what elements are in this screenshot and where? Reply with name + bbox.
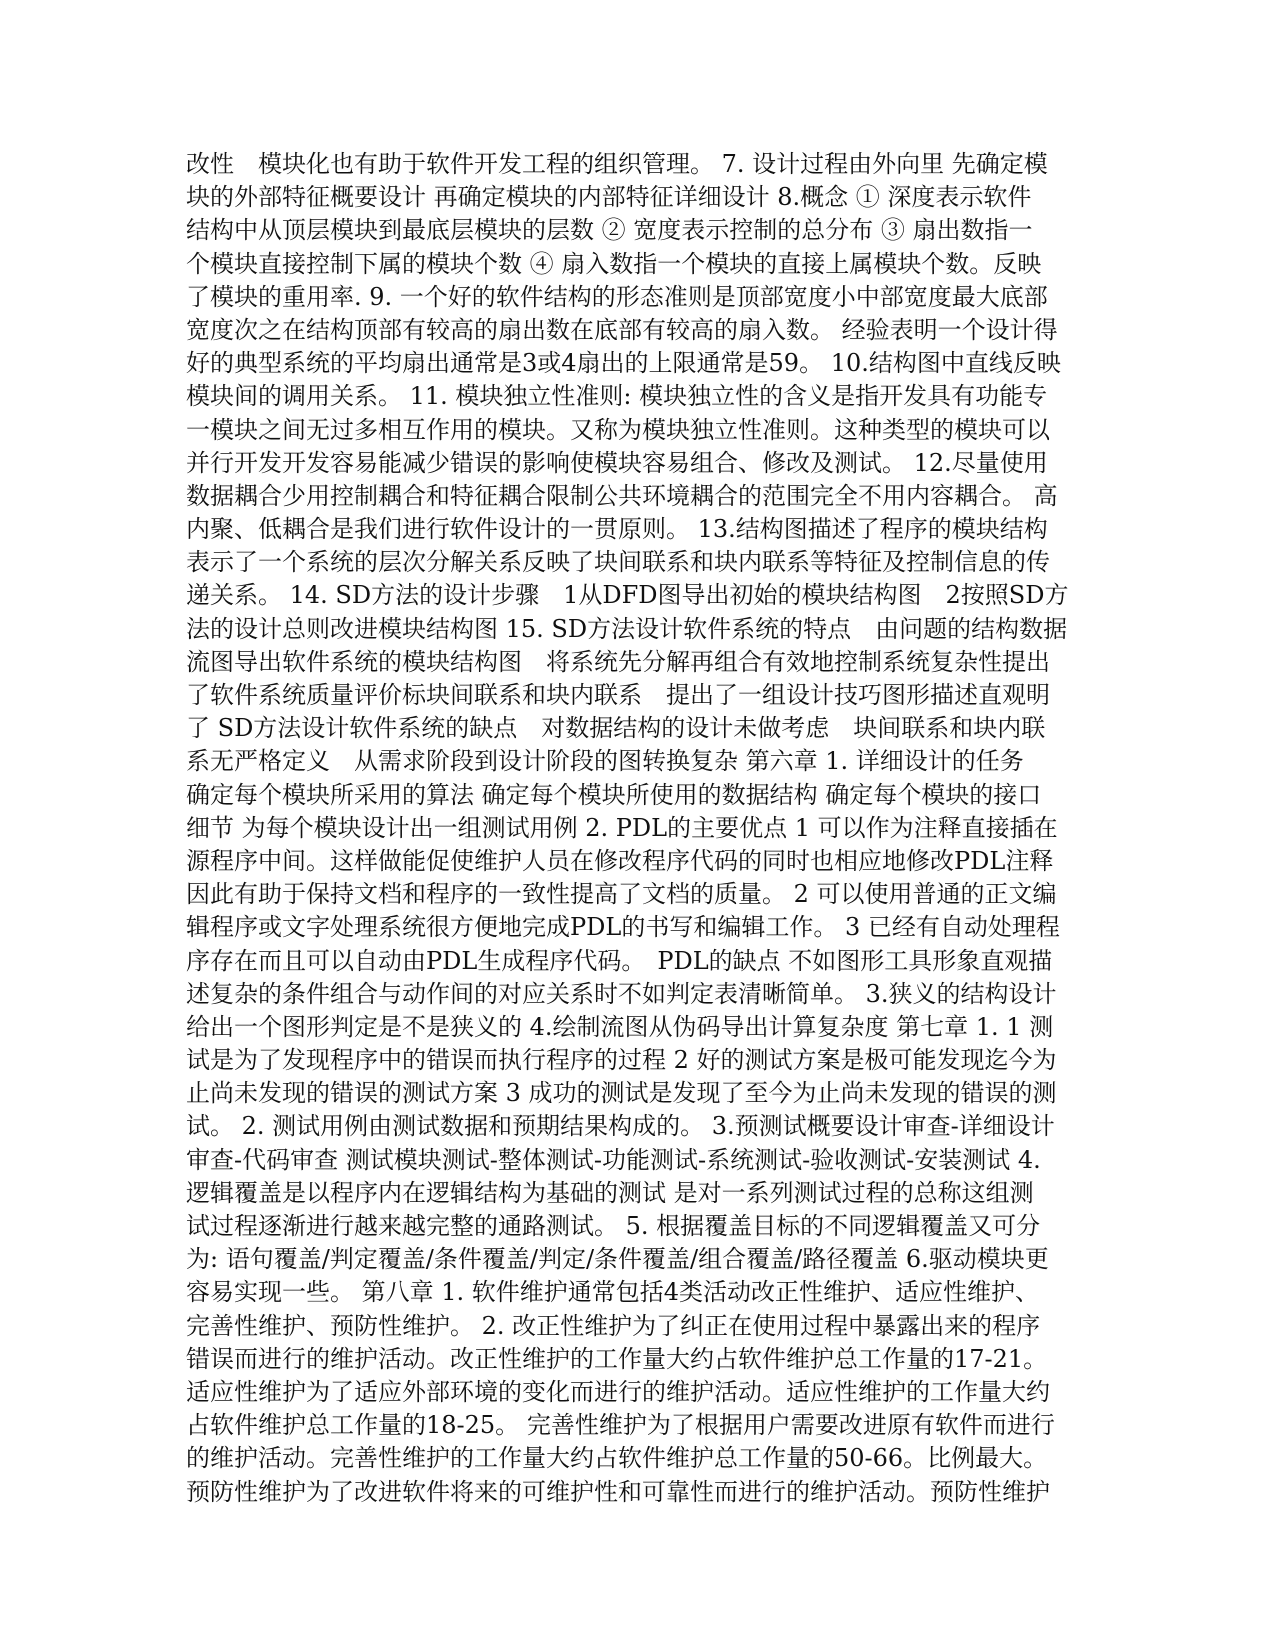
text-line: 表示了一个系统的层次分解关系反映了块间联系和块内联系等特征及控制信息的传 xyxy=(186,548,1050,577)
text-line: 系无严格定义 从需求阶段到设计阶段的图转换复杂 第六章 1. 详细设计的任务 xyxy=(186,747,1024,776)
text-line: 占软件维护总工作量的18-25。 完善性维护为了根据用户需要改进原有软件而进行 xyxy=(186,1411,1055,1440)
text-line: 确定每个模块所采用的算法 确定每个模块所使用的数据结构 确定每个模块的接口 xyxy=(186,780,1042,809)
text-line: 模块间的调用关系。 11. 模块独立性准则: 模块独立性的含义是指开发具有功能专 xyxy=(186,382,1048,411)
text-line: 试过程逐渐进行越来越完整的通路测试。 5. 根据覆盖目标的不同逻辑覆盖又可分 xyxy=(186,1212,1041,1240)
text-line: 试。 2. 测试用例由测试数据和预期结果构成的。 3.预测试概要设计审查-详细设计 xyxy=(186,1112,1055,1141)
text-line: 试是为了发现程序中的错误而执行程序的过程 2 好的测试方案是极可能发现迄今为 xyxy=(186,1046,1057,1075)
text-line: 止尚未发现的错误的测试方案 3 成功的测试是发现了至今为止尚未发现的错误的测 xyxy=(186,1079,1057,1108)
text-line: 审查-代码审查 测试模块测试-整体测试-功能测试-系统测试-验收测试-安装测试 4. xyxy=(186,1145,1041,1174)
text-line: 辑程序或文字处理系统很方便地完成PDL的书写和编辑工作。 3 已经有自动处理程 xyxy=(186,913,1060,942)
text-line: 了 SD方法设计软件系统的缺点 对数据结构的设计未做考虑 块间联系和块内联 xyxy=(186,714,1046,743)
text-line: 块的外部特征概要设计 再确定模块的内部特征详细设计 8.概念 ① 深度表示软件 xyxy=(186,183,1032,212)
text-line: 了模块的重用率. 9. 一个好的软件结构的形态准则是顶部宽度小中部宽度最大底部 xyxy=(186,282,1048,311)
text-line: 改性 模块化也有助于软件开发工程的组织管理。 7. 设计过程由外向里 先确定模 xyxy=(186,150,1048,178)
text-line: 递关系。 14. SD方法的设计步骤 1从DFD图导出初始的模块结构图 2按照SD方 xyxy=(186,581,1069,610)
text-line: 并行开发开发容易能减少错误的影响使模块容易组合、修改及测试。 12.尽量使用 xyxy=(186,448,1048,477)
text-line: 源程序中间。这样做能促使维护人员在修改程序代码的同时也相应地修改PDL注释 xyxy=(186,846,1054,875)
text-line: 为: 语句覆盖/判定覆盖/条件覆盖/判定/条件覆盖/组合覆盖/路径覆盖 6.驱动模块更 xyxy=(186,1245,1049,1274)
text-line: 错误而进行的维护活动。改正性维护的工作量大约占软件维护总工作量的17-21。 xyxy=(186,1344,1048,1373)
body-text xyxy=(186,148,1091,1509)
text-line: 给出一个图形判定是不是狭义的 4.绘制流图从伪码导出计算复杂度 第七章 1. 1 测 xyxy=(186,1012,1054,1041)
text-line: 因此有助于保持文档和程序的一致性提高了文档的质量。 2 可以使用普通的正文编 xyxy=(186,880,1057,909)
text-line: 的维护活动。完善性维护的工作量大约占软件维护总工作量的50-66。比例最大。 xyxy=(186,1444,1048,1473)
text-line: 数据耦合少用控制耦合和特征耦合限制公共环境耦合的范围完全不用内容耦合。 高 xyxy=(186,481,1058,510)
text-line: 了软件系统质量评价标块间联系和块内联系 提出了一组设计技巧图形描述直观明 xyxy=(186,681,1050,709)
text-line: 内聚、低耦合是我们进行软件设计的一贯原则。 13.结构图描述了程序的模块结构 xyxy=(186,515,1048,544)
text-line: 序存在而且可以自动由PDL生成程序代码。 PDL的缺点 不如图形工具形象直观描 xyxy=(186,946,1053,975)
text-line: 完善性维护、预防性维护。 2. 改正性维护为了纠正在使用过程中暴露出来的程序 xyxy=(186,1311,1041,1340)
text-line: 宽度次之在结构顶部有较高的扇出数在底部有较高的扇入数。 经验表明一个设计得 xyxy=(186,315,1058,344)
text-line: 细节 为每个模块设计出一组测试用例 2. PDL的主要优点 1 可以作为注释直接插在 xyxy=(186,813,1058,842)
text-line: 法的设计总则改进模块结构图 15. SD方法设计软件系统的特点 由问题的结构数据 xyxy=(186,614,1068,643)
text-line: 预防性维护为了改进软件将来的可维护性和可靠性而进行的维护活动。预防性维护 xyxy=(186,1477,1050,1506)
text-line: 述复杂的条件组合与动作间的对应关系时不如判定表清晰简单。 3.狭义的结构设计 xyxy=(186,979,1057,1008)
text-line: 一模块之间无过多相互作用的模块。又称为模块独立性准则。这种类型的模块可以 xyxy=(186,415,1050,444)
text-line: 适应性维护为了适应外部环境的变化而进行的维护活动。适应性维护的工作量大约 xyxy=(186,1377,1050,1406)
text-line: 结构中从顶层模块到最底层模块的层数 ② 宽度表示控制的总分布 ③ 扇出数指一 xyxy=(186,216,1033,245)
text-line: 流图导出软件系统的模块结构图 将系统先分解再组合有效地控制系统复杂性提出 xyxy=(186,647,1050,676)
text-line: 容易实现一些。 第八章 1. 软件维护通常包括4类活动改正性维护、适应性维护、 xyxy=(186,1278,1040,1307)
text-line: 逻辑覆盖是以程序内在逻辑结构为基础的测试 是对一系列测试过程的总称这组测 xyxy=(186,1178,1034,1207)
text-line: 个模块直接控制下属的模块个数 ④ 扇入数指一个模块的直接上属模块个数。反映 xyxy=(186,249,1042,278)
text-line: 好的典型系统的平均扇出通常是3或4扇出的上限通常是59。 10.结构图中直线反映 xyxy=(186,349,1061,378)
